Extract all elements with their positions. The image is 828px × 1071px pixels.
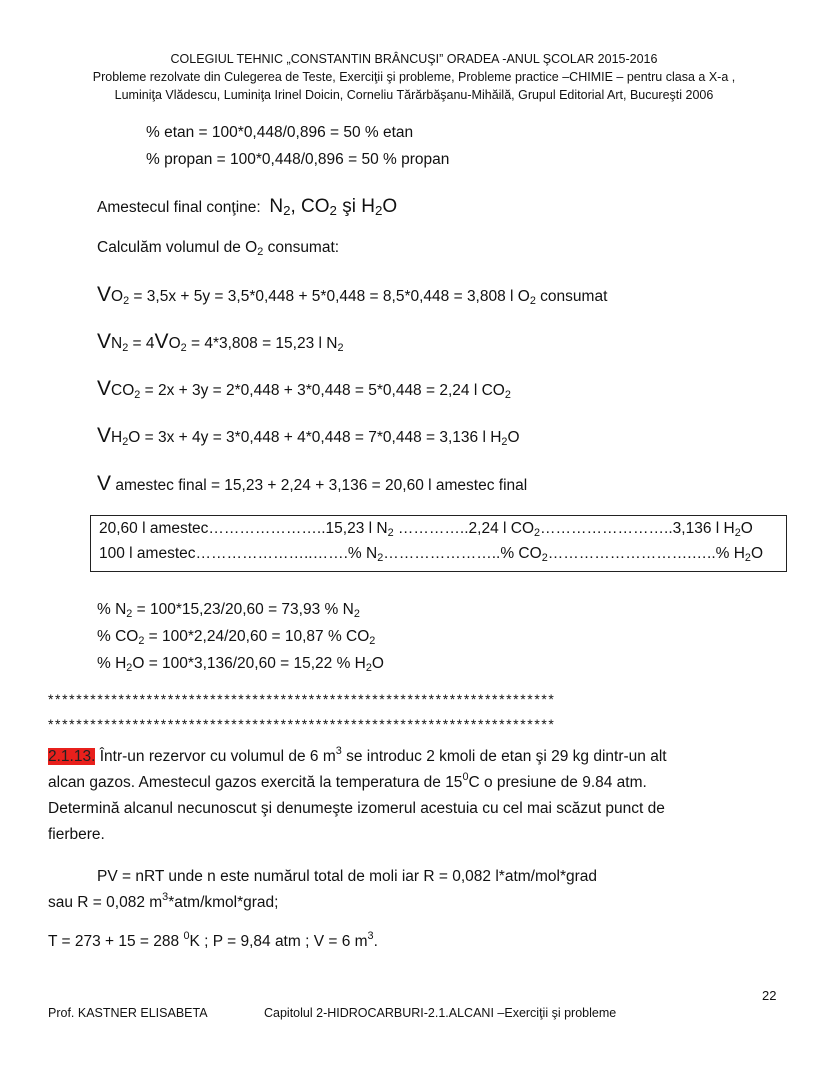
problem-line-2: alcan gazos. Amestecul gazos exercită la temperatura de $15^0C$ o presiune de 9.84 atm.: [48, 771, 647, 791]
problem-line-4: fierbere.: [48, 826, 105, 843]
pv-line: PV = nRT unde n este numărul total de moli iar R = 0,082 l*atm/mol*grad: [97, 868, 598, 885]
footer-chapter: Capitolul 2-HIDROCARBURI-2.1.ALCANI –Exerciţii şi probleme: [264, 1006, 617, 1020]
r-line: sau R = 0,082 $m^3*atm/kmol*grad$;: [48, 891, 279, 911]
header-line-1: COLEGIUL TEHNIC „CONSTANTIN BRÂNCUŞI” ORADEA -ANUL ŞCOLAR 2015-2016: [170, 52, 658, 66]
pct-n2: % $N_2 = 100*15,23/20,60 = 73,93$ % $N_2$: [97, 601, 360, 620]
problem-id: 2.1.13.: [48, 748, 96, 765]
footer-author: Prof. KASTNER ELISABETA: [48, 1006, 208, 1020]
pct-propan: % propan = 100*0,448/0,896 = 50 % propan: [146, 151, 450, 168]
proportion-row-2: 100 l amestec…………………..…….% $N_2\dots\dots\dots\dots\dots\dots\dots..\%$ $CO_2\dots\dots\dots\dots\dots\dots\dots\dots\dots.\dots..\%$ $H_2O$: [99, 545, 764, 564]
calculam-line: Calculăm volumul de $O_2$ consumat:: [97, 239, 340, 258]
page-number: 22: [762, 988, 777, 1003]
amestec-final-line: Amestecul final conţine: $N_2$, $CO_2$ şi $H_2O$: [97, 196, 398, 218]
pct-co2: % $CO_2 = 100*2,24/20,60 = 10,87$ % $CO_2$: [97, 628, 376, 647]
proportion-row-1: 20,60 l amestec…………………..15,23 l $N_2$ …………..2,24 l $CO_2\dots\dots\dots\dots\dots\dots\dots\dots..3,136$ l $H_2O$: [99, 520, 753, 539]
vh2o-line: $VH_2O = 3x + 4y = 3*0,448 + 4*0,448 = 7*0,448 = 3,136$ l $H_2O$: [97, 424, 520, 448]
separator-stars-2: ************************************************************************: [48, 716, 556, 732]
problem-line-1: 2.1.13. Într-un rezervor cu volumul de 6 $m^3$ se introduc 2 kmoli de etan şi 29 kg dintr-un alt: [48, 745, 667, 765]
vco2-line: $VCO_2 = 2x + 3y = 2*0,448 + 3*0,448 = 5*0,448 = 2,24$ l $CO_2$: [97, 377, 511, 401]
tpv-line: T = 273 + 15 = 288 $^0$K ; P = 9,84 atm ; V = 6 $m^3$.: [48, 930, 378, 950]
vfinal-line: V amestec final = 15,23 + 2,24 + 3,136 = 20,60 l amestec final: [97, 472, 528, 495]
separator-stars-1: ************************************************************************: [48, 691, 556, 707]
header-line-3: Luminiţa Vlădescu, Luminiţa Irinel Doicin, Corneliu Tărărbăşanu-Mihăilă, Grupul Editorial Art, Bucureşti 2006: [114, 88, 714, 102]
proportion-box: [90, 515, 787, 572]
header-line-2: Probleme rezolvate din Culegerea de Teste, Exerciţii şi probleme, Probleme practice –CHIMIE – pentru clasa a X-a ,: [92, 70, 736, 84]
problem-line-3: Determină alcanul necunoscut şi denumeşte izomerul acestuia cu cel mai scăzut punct de: [48, 800, 665, 817]
vo2-line: $VO_2 = 3,5x + 5y = 3,5*0,448 + 5*0,448 = 8,5*0,448 = 3,808$ l $O_2$ consumat: [97, 283, 608, 307]
pct-etan: % etan = 100*0,448/0,896 = 50 % etan: [146, 124, 414, 141]
pct-h2o: % $H_2O = 100*3,136/20,60 = 15,22$ % $H_2O$: [97, 655, 384, 674]
vn2-line: $VN_2 = 4VO_2 = 4*3,808 = 15,23$ l $N_2$: [97, 330, 344, 354]
